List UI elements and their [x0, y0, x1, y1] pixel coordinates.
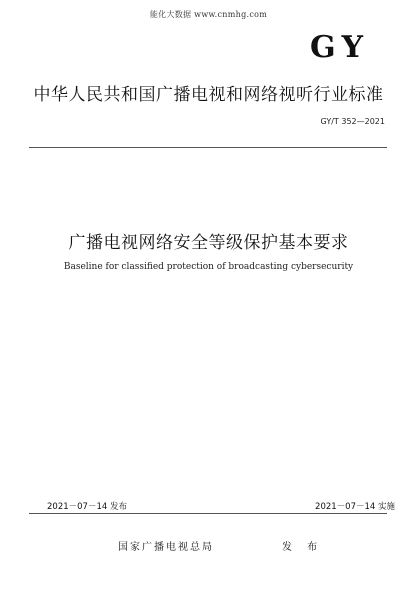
implementation-date: 2021－07－14 实施 [315, 502, 395, 512]
organization-title: 中华人民共和国广播电视和网络视听行业标准 [33, 85, 384, 105]
gy-standard-logo: GY [309, 30, 369, 65]
release-date: 2021－07－14 发布 [47, 502, 127, 512]
standard-number: GY/T 352—2021 [320, 117, 385, 126]
watermark-text: 能化大数据 www.cnmhg.com [149, 10, 268, 19]
document-title: 广播电视网络安全等级保护基本要求 [68, 233, 349, 253]
top-divider [29, 147, 387, 148]
bottom-divider [29, 513, 387, 514]
issue-label: 发 布 [282, 542, 324, 553]
document-subtitle-english: Baseline for classified protection of broadcasting cybersecurity [63, 262, 354, 272]
issuing-authority: 国家广播电视总局 [118, 542, 214, 553]
